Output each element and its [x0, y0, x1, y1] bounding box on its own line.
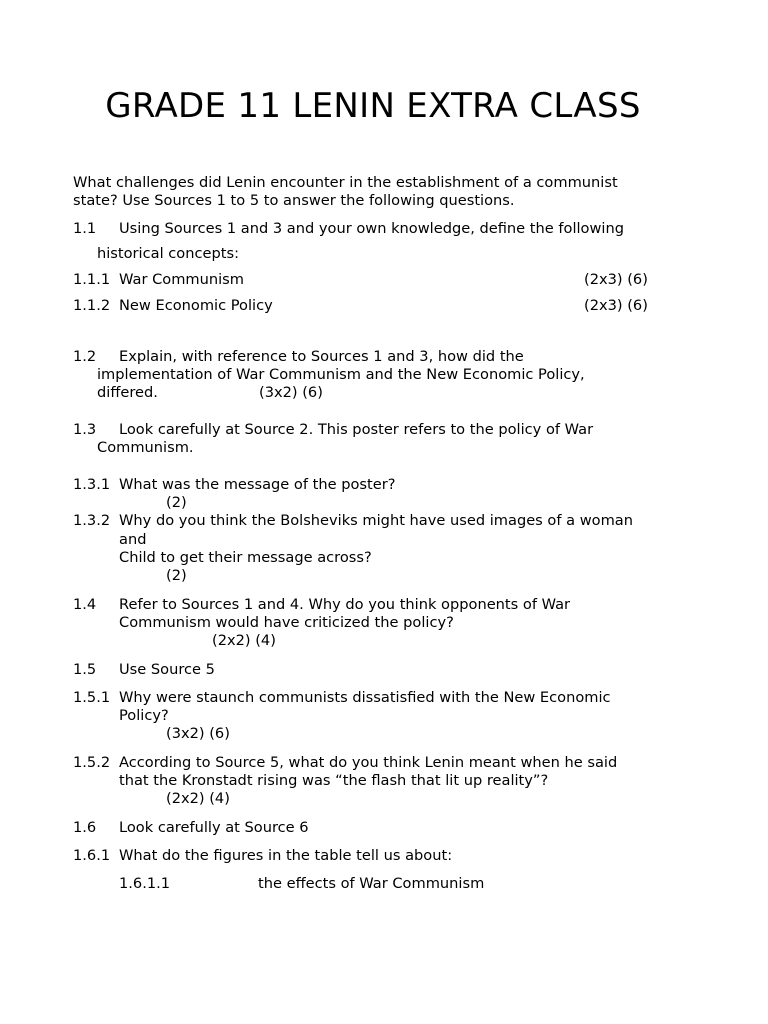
question-1-4-marks: (2x2) (4): [212, 632, 276, 649]
question-1-5-1-marks: (3x2) (6): [166, 725, 230, 742]
question-number-1-5-2: 1.5.2: [73, 754, 111, 771]
question-1-3-2-line-1: Why do you think the Bolsheviks might have used images of a woman: [119, 512, 633, 529]
question-1-4-line-2: Communism would have criticized the policy?: [119, 614, 454, 631]
question-1-5-2-line-1: According to Source 5, what do you think Lenin meant when he said: [119, 754, 618, 771]
question-1-3-line-2: Communism.: [97, 439, 194, 456]
question-number-1-1-2: 1.1.2: [73, 297, 111, 314]
question-1-3-1-line-1: What was the message of the poster?: [119, 476, 396, 493]
question-number-1-1-1: 1.1.1: [73, 271, 111, 288]
question-1-3-1-marks: (2): [166, 494, 187, 511]
question-1-5-text: Use Source 5: [119, 661, 215, 678]
question-number-1-6: 1.6: [73, 819, 97, 836]
question-1-1-1-marks: (2x3) (6): [584, 271, 648, 288]
question-1-5-2-line-2: that the Kronstadt rising was “the flash that lit up reality”?: [119, 772, 549, 789]
question-1-3-2-marks: (2): [166, 567, 187, 584]
intro-line-2: state? Use Sources 1 to 5 to answer the following questions.: [73, 192, 515, 209]
intro-line-1: What challenges did Lenin encounter in the establishment of a communist: [73, 174, 618, 191]
question-number-1-6-1-1: 1.6.1.1: [119, 875, 171, 892]
question-number-1-3-1: 1.3.1: [73, 476, 111, 493]
question-1-3-2-line-2: and: [119, 531, 147, 548]
question-1-5-1-line-1: Why were staunch communists dissatisfied with the New Economic: [119, 689, 611, 706]
question-1-1-2-marks: (2x3) (6): [584, 297, 648, 314]
question-1-2-line-3: differed.: [97, 384, 158, 401]
question-number-1-5: 1.5: [73, 661, 97, 678]
question-1-1-line-2: historical concepts:: [97, 245, 239, 262]
question-number-1-6-1: 1.6.1: [73, 847, 111, 864]
page-title: GRADE 11 LENIN EXTRA CLASS: [105, 86, 641, 126]
question-1-1-1-text: War Communism: [119, 271, 245, 288]
question-1-3-2-line-3: Child to get their message across?: [119, 549, 372, 566]
question-1-5-1-line-2: Policy?: [119, 707, 169, 724]
question-1-2-marks: (3x2) (6): [259, 384, 323, 401]
question-1-1-2-text: New Economic Policy: [119, 297, 273, 314]
question-1-6-1-text: What do the figures in the table tell us about:: [119, 847, 453, 864]
question-1-4-line-1: Refer to Sources 1 and 4. Why do you think opponents of War: [119, 596, 571, 613]
question-1-5-2-marks: (2x2) (4): [166, 790, 230, 807]
question-1-2-line-1: Explain, with reference to Sources 1 and 3, how did the: [119, 348, 524, 365]
question-number-1-2: 1.2: [73, 348, 97, 365]
question-1-6-text: Look carefully at Source 6: [119, 819, 309, 836]
question-number-1-1: 1.1: [73, 220, 97, 237]
question-1-6-1-1-text: the effects of War Communism: [258, 875, 485, 892]
question-1-3-line-1: Look carefully at Source 2. This poster refers to the policy of War: [119, 421, 594, 438]
question-number-1-5-1: 1.5.1: [73, 689, 111, 706]
question-1-2-line-2: implementation of War Communism and the New Economic Policy,: [97, 366, 585, 383]
question-number-1-3: 1.3: [73, 421, 97, 438]
question-number-1-3-2: 1.3.2: [73, 512, 111, 529]
question-number-1-4: 1.4: [73, 596, 97, 613]
question-1-1-line-1: Using Sources 1 and 3 and your own knowledge, define the following: [119, 220, 624, 237]
